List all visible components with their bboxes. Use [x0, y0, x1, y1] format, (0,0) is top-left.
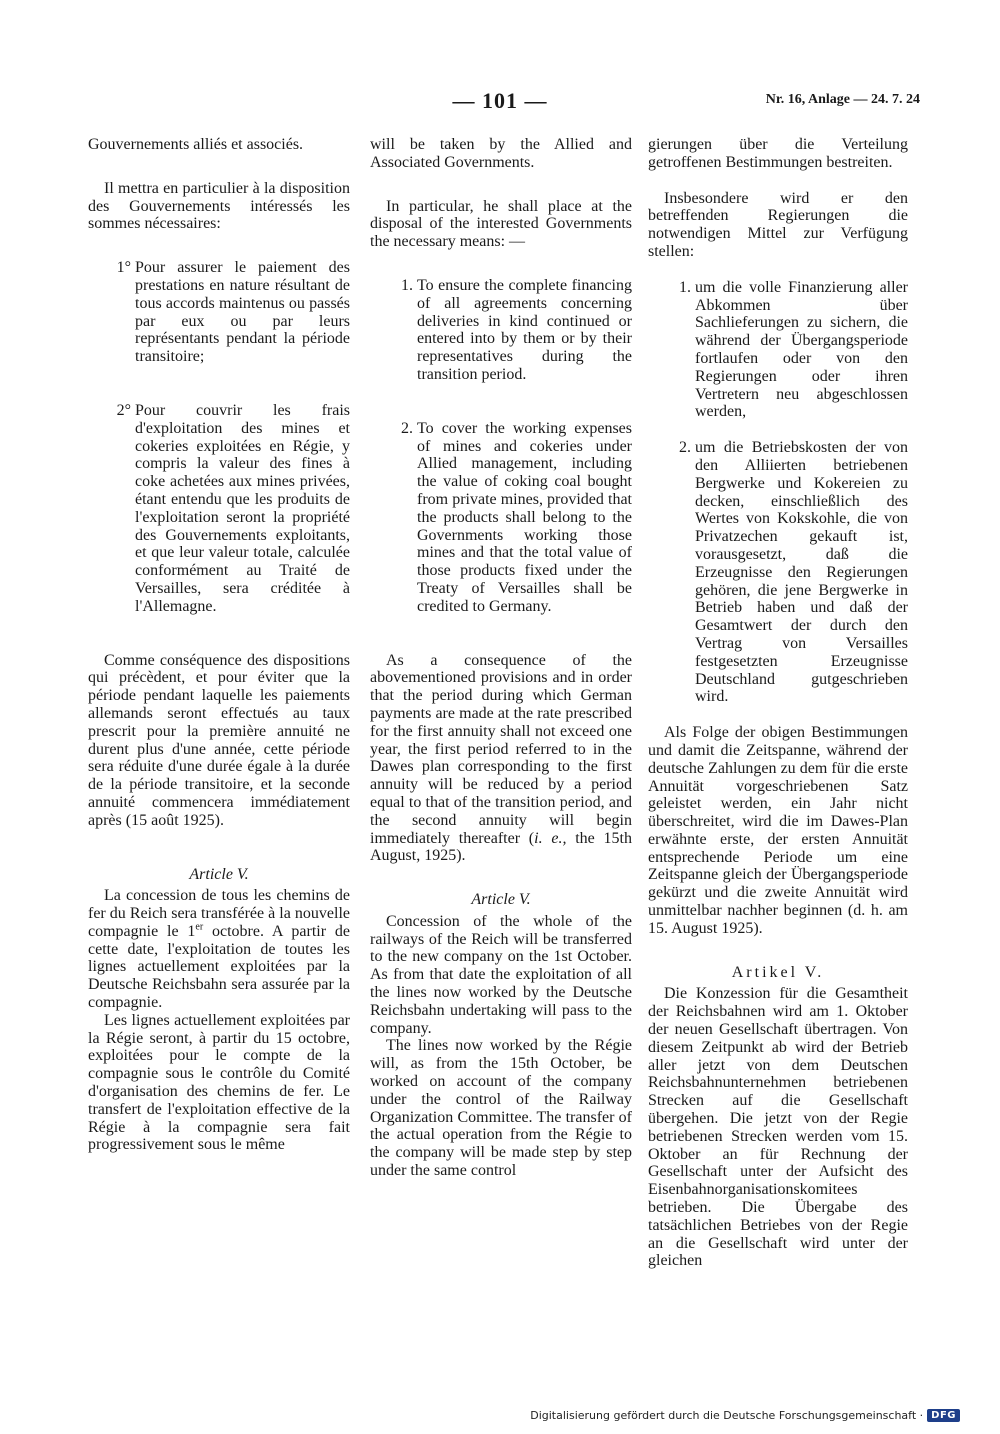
french-item-2	[88, 402, 350, 616]
german-column	[648, 136, 908, 1270]
page-number: — 101 —	[452, 88, 548, 113]
english-intro: will be taken by the Allied and Associated Governments.	[370, 136, 632, 171]
french-column	[88, 136, 350, 1154]
dfg-logo: DFG	[927, 1409, 960, 1422]
english-article-heading: Article V.	[471, 891, 531, 909]
english-item-1	[370, 277, 632, 384]
english-item-2	[370, 420, 632, 616]
french-item-1-text: Pour assurer le paiement des prestations en nature résultant de tous accords maintenus ou passés par eux ou par leurs représentants pendant la période transitoire;	[135, 259, 350, 366]
english-item-1-text: To ensure the complete financing of all agreements concerning deliveries in kind continued or entered into by them or by their representatives during the transition period.	[417, 276, 632, 383]
french-item-2-text: Pour couvrir les frais d'exploitation des mines et cokeries exploitées en Régie, y compris la valeur des fines à coke achetées aux mines privées, étant entendu que les produits de l'exploitation seront la propriété des Gouvernements exploitants, et que leur valeur totale, calculée conformément au Traité de Versailles, sera créditée à l'Allemagne.	[135, 401, 350, 615]
german-item-1	[648, 279, 908, 421]
english-para-2: As a consequence of the abovementioned provisions and in order that the period during which German payments are made at the rate prescribed for the first annuity shall not exceed one year, the first period referred to in the Dawes plan corresponding to the first annuity will be reduced by a period equal to that of the transition period, and the second annuity will begin immediately thereafter (i. e., the 15th August, 1925).	[370, 651, 633, 865]
french-article-para-1: La concession de tous les chemins de fer du Reich sera transférée à la nouvelle compagnie le 1er octobre. A partir de cette date, l'exploitation de toutes les lignes actuellement exploitées par la Deutsche Reichsbahn sera assurée par la compagnie.	[88, 887, 351, 1012]
english-item-2-text: To cover the working expenses of mines and cokeries under Allied management, including the value of coking coal bought from private mines, provided that the products shall belong to the Governments working those mines and that the total value of those products fixed under the Treaty of Versailles shall be credited to Germany.	[417, 419, 632, 615]
footer	[530, 1409, 960, 1422]
french-article-heading: Article V.	[189, 865, 249, 883]
english-item-1-number: 1.	[401, 276, 413, 294]
german-article-para-1: Die Konzession für die Gesamtheit der Reichsbahnen wird am 1. Oktober der neuen Gesellschaft übertragen. Von diesem Zeitpunkt ab wird der Betrieb aller jetzt von dem Deutschen Reichsbahnunternehmen betriebenen Strecken auf die Gesellschaft übergehen. Die jetzt von der Regie betriebenen Strecken werden vom 15. Oktober an für Rechnung der Gesellschaft unter der Aufsicht des Eisenbahnorganisationskomitees betrieben. Die Übergabe des tatsächlichen Betriebes von der Regie an die Gesellschaft wird unter der gleichen	[648, 985, 908, 1270]
english-column	[370, 136, 632, 1180]
english-item-2-number: 2.	[401, 419, 413, 437]
running-head: Nr. 16, Anlage — 24. 7. 24	[765, 92, 920, 107]
french-para-2: Comme conséquence des dispositions qui précèdent, et pour éviter que la période pendant laquelle les paiements allemands seront effectués au taux prescrit pour la première annuité ne durent plus d'une année, cette période sera réduite d'une durée égale à la durée de la période transitoire, et la seconde annuité commencera immédiatement après (15 août 1925).	[88, 651, 350, 829]
english-article-para-1: Concession of the whole of the railways of the Reich will be transferred to the new company on the 1st October. As from that date the exploitation of all the lines now worked by the Deutsche Reichsbahn undertaking will pass to the company.	[370, 912, 632, 1037]
english-article-para-2: The lines now worked by the Régie will, as from the 15th October, be worked on account of the company under the control of the Railway Organization Committee. The transfer of the actual operation from the Régie to the company will be made step by step under the same control	[370, 1037, 632, 1180]
french-item-1	[88, 259, 350, 366]
german-item-2	[648, 439, 908, 706]
german-para-2: Als Folge der obigen Bestimmungen und damit die Zeitspanne, während der deutsche Zahlungen zu dem für die erste Annuität vorgeschriebenen Satz geleistet werden, ein Jahr nicht überschreitet, wird die im Dawes-Plan erwähnte erste, der ersten Annuität entsprechende Periode um eine Zeitspanne gleich der Übergangsperiode gekürzt und die zweite Annuität wird unmittelbar nachher beginnen (d. h. am 15. August 1925).	[648, 724, 908, 937]
german-para-1: Insbesondere wird er den betreffenden Regierungen die notwendigen Mittel zur Verfügung stellen:	[648, 189, 908, 260]
english-para-1: In particular, he shall place at the disposal of the interested Governments the necessary means: —	[370, 197, 632, 251]
german-intro: gierungen über die Verteilung getroffenen Bestimmungen bestreiten.	[648, 136, 908, 171]
french-item-2-number: 2°	[116, 401, 131, 419]
french-item-1-number: 1°	[116, 259, 131, 277]
german-item-2-text: um die Betriebskosten der von den Alliierten betriebenen Bergwerke und Kokereien zu decken, einschließlich des Wertes von Kokskohle, die von Privatzechen gekauft ist, vorausgesetzt, daß die Erzeugnisse den Regierungen gehören, die jene Bergwerke in Betrieb haben und daß der Gesamtwert der durch den Vertrag von Versailles festgesetzten Erzeugnisse Deutschland gutgeschrieben wird.	[695, 439, 908, 706]
german-item-2-number: 2.	[679, 439, 691, 457]
german-item-1-number: 1.	[679, 278, 691, 296]
french-intro: Gouvernements alliés et associés.	[88, 136, 304, 153]
french-article-para-2: Les lignes actuellement exploitées par la Régie seront, à partir du 15 octobre, exploitées pour le compte de la compagnie sous le contrôle du Comité d'organisation des chemins de fer. Le transfert de l'exploitation effective de la Régie à la compagnie sera fait progressivement sous le même	[88, 1011, 350, 1154]
footer-text: Digitalisierung gefördert durch die Deutsche Forschungsgemeinschaft ·	[530, 1409, 924, 1422]
french-para-1: Il mettra en particulier à la disposition des Gouvernements intéressés les sommes nécessaires:	[88, 179, 350, 233]
german-item-1-text: um die volle Finanzierung aller Abkommen über Sachlieferungen zu sichern, die während der Übergangsperiode fortlaufen oder von den Regierungen oder ihren Vertretern neu abgeschlossen werden,	[695, 278, 908, 421]
german-article-heading: Artikel V.	[731, 963, 825, 981]
